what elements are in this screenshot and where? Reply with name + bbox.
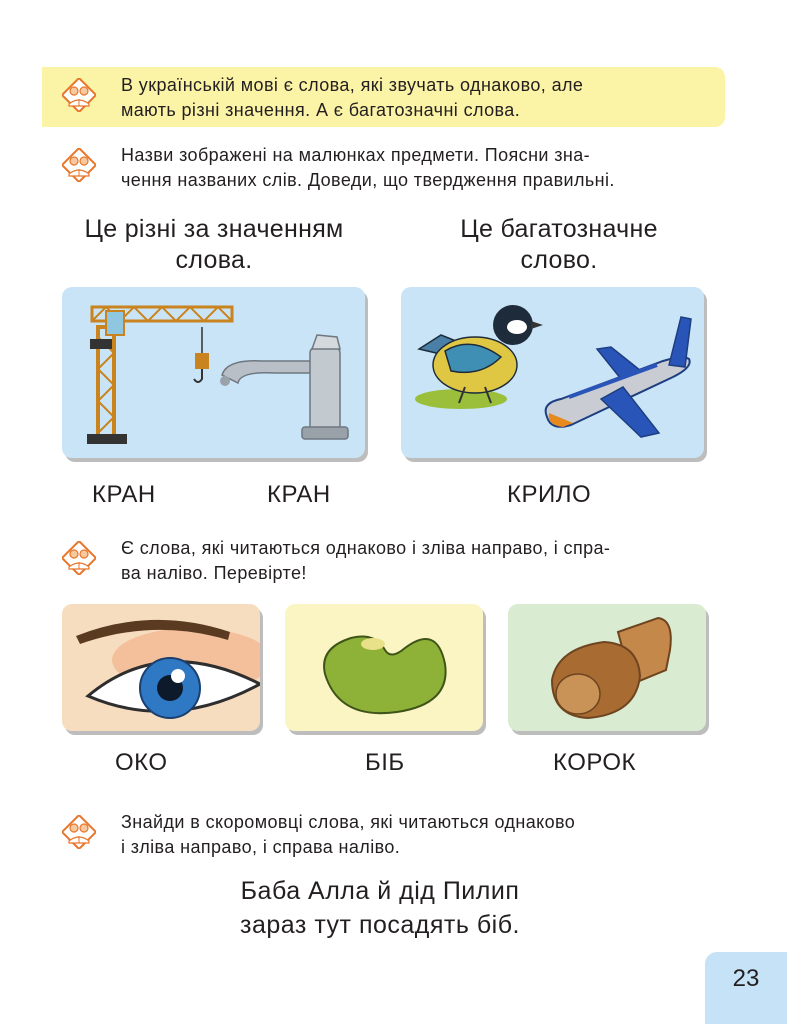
bean-image xyxy=(285,604,483,731)
eye-image xyxy=(62,604,260,731)
rule-line-1: В українській мові є слова, які звучать однаково, але xyxy=(121,75,584,95)
bean-panel xyxy=(285,604,483,731)
children-reading-icon xyxy=(62,78,96,112)
heading-right-line-1: Це багатозначне xyxy=(460,215,658,243)
task3-line-2: і зліва направо, і справа наліво. xyxy=(121,837,401,857)
word-oko: ОКО xyxy=(115,749,168,776)
tongue-twister-line-1: Баба Алла й дід Пилип xyxy=(240,877,520,905)
heading-left-line-2: слова. xyxy=(175,246,253,274)
crane-image xyxy=(87,307,232,444)
task1-line-2: чення названих слів. Доведи, що твердження правильні. xyxy=(121,170,615,190)
task2-line-2: ва наліво. Перевірте! xyxy=(121,563,307,583)
page-number: 23 xyxy=(705,952,787,1024)
task1-text xyxy=(121,143,704,193)
heading-right-line-2: слово. xyxy=(520,246,598,274)
cork-image xyxy=(508,604,706,731)
task2-text xyxy=(121,536,704,586)
task3-text xyxy=(121,810,704,860)
heading-different-meanings xyxy=(55,214,373,276)
tongue-twister-line-2: зараз тут посадять біб. xyxy=(240,911,520,939)
heading-polysemous xyxy=(400,214,718,276)
eye-panel xyxy=(62,604,260,731)
children-reading-icon xyxy=(62,815,96,849)
word-bib: БІБ xyxy=(365,749,405,776)
cork-panel xyxy=(508,604,706,731)
tongue-twister xyxy=(200,874,560,942)
task2-line-1: Є слова, які читаються однаково і зліва направо, і спра- xyxy=(121,538,611,558)
crane-faucet-panel xyxy=(62,287,365,458)
bird-image xyxy=(415,305,543,409)
task1-line-1: Назви зображені на малюнках предмети. Поясни зна- xyxy=(121,145,591,165)
children-reading-icon xyxy=(62,541,96,575)
faucet-image xyxy=(220,335,348,439)
rule-text xyxy=(121,73,704,123)
word-korok: КОРОК xyxy=(553,749,637,776)
word-kran-1: КРАН xyxy=(92,481,156,508)
airplane-image xyxy=(546,317,691,437)
bird-airplane-panel xyxy=(401,287,704,458)
word-kran-2: КРАН xyxy=(267,481,331,508)
rule-line-2: мають різні значення. А є багатозначні слова. xyxy=(121,100,521,120)
children-reading-icon xyxy=(62,148,96,182)
task3-line-1: Знайди в скоромовці слова, які читаються однаково xyxy=(121,812,576,832)
heading-left-line-1: Це різні за значенням xyxy=(84,215,344,243)
word-krylo: КРИЛО xyxy=(507,481,592,508)
